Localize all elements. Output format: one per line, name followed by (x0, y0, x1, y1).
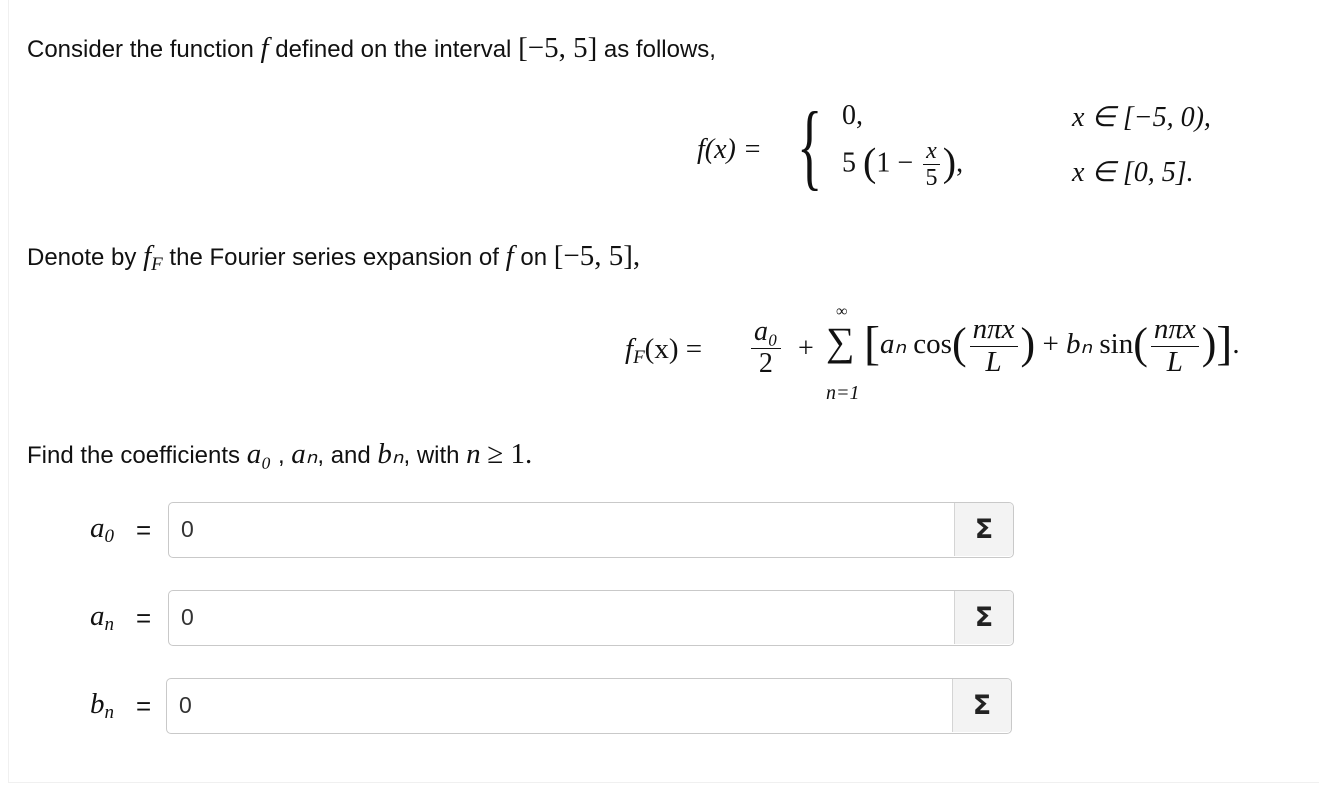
bn-label: $b_n$ (90, 688, 114, 723)
equals-sign: = (136, 603, 152, 633)
sigma-icon[interactable]: Σ (954, 503, 1013, 556)
answer-row-bn (0, 677, 1328, 737)
equals-sign: = (136, 691, 152, 721)
series-terms: [aₙ cos( $\frac{\text{nπx}}{L}$ ) + bₙ sin( $\frac{\text{nπx}}{L}$ )]. (864, 313, 1240, 378)
case2-expression: 5 (1 − $\frac{x}{5}$ ), (842, 138, 964, 192)
sum-upper: ∞ (836, 303, 848, 320)
sigma-icon[interactable]: Σ (952, 679, 1011, 732)
an-label: $a_n$ (90, 600, 114, 635)
bn-input[interactable] (167, 679, 953, 732)
a0-input[interactable] (169, 503, 955, 556)
an-input[interactable] (169, 591, 955, 644)
a0-over-2: $\frac{\text{a₀}}{2}$ (748, 317, 784, 380)
case1-value: 0, (842, 100, 863, 131)
answer-row-a0 (0, 501, 1328, 561)
sigma-icon[interactable]: Σ (954, 591, 1013, 644)
bn-answer-box (166, 678, 1012, 734)
sum-lower: n=1 (826, 382, 860, 404)
denote-text: Denote by $f_F$ the Fourier series expansion of f on [−5, 5], (27, 240, 641, 275)
case2-domain: x ∈ [0, 5]. (1072, 157, 1194, 188)
intro-text: Consider the function f defined on the interval [−5, 5] as follows, (27, 32, 716, 64)
answer-row-an (0, 589, 1328, 649)
case1-domain: x ∈ [−5, 0), (1072, 102, 1211, 133)
equals-sign: = (136, 515, 152, 545)
a0-answer-box (168, 502, 1014, 558)
piecewise-lhs: f(x) = (697, 134, 762, 165)
sum-symbol: ∑ (826, 319, 855, 364)
an-answer-box (168, 590, 1014, 646)
left-brace: { (797, 92, 823, 199)
a0-label: $a_0$ (90, 512, 114, 547)
find-coefficients-text: Find the coefficients a₀ , aₙ, and bₙ, with n ≥ 1. (27, 438, 533, 470)
